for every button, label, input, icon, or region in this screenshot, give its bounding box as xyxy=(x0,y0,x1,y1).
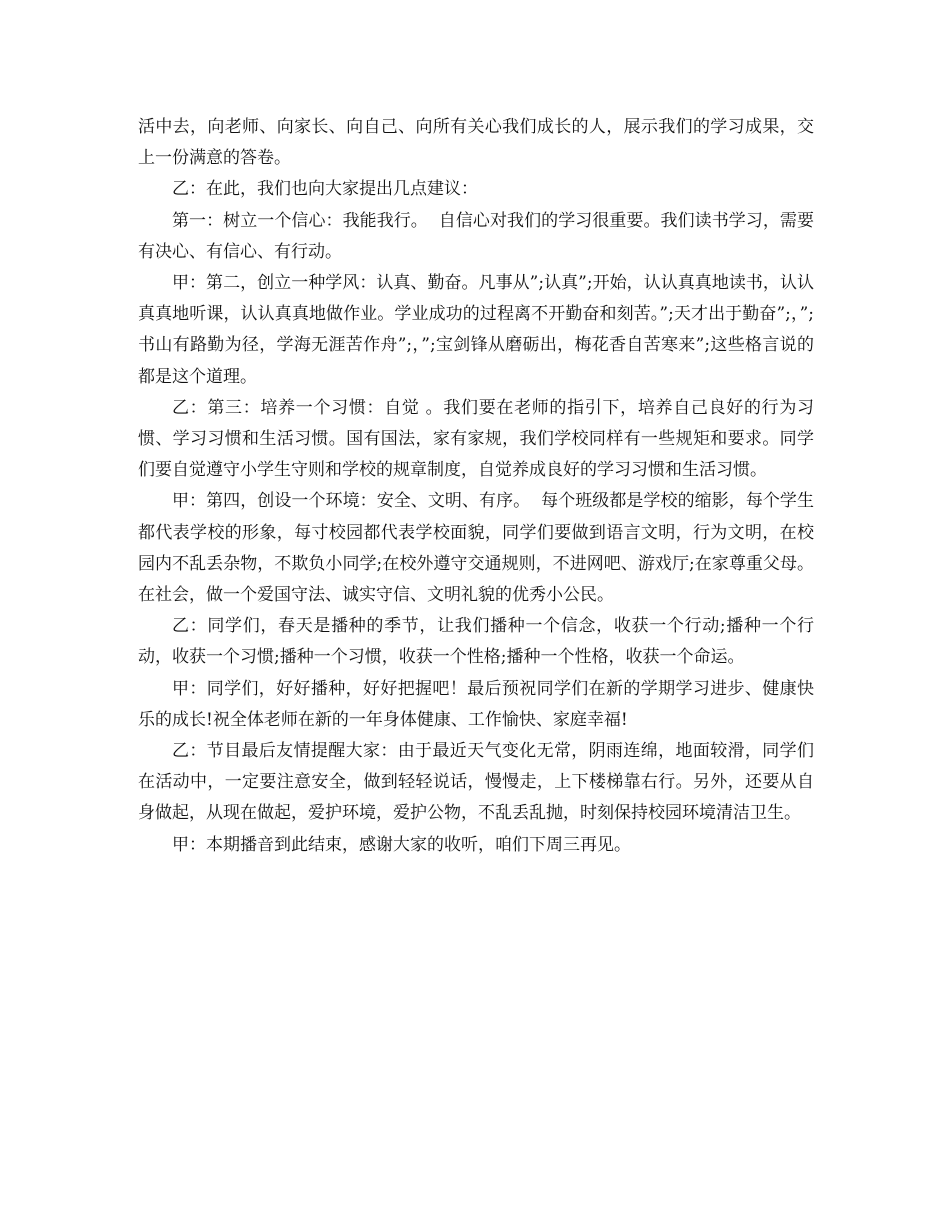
paragraph-8: 甲：同学们，好好播种，好好把握吧！最后预祝同学们在新的学期学习进步、健康快乐的成长!祝全体老师在新的一年身体健康、工作愉快、家庭幸福! xyxy=(138,678,814,730)
paragraph-4: 甲：第二，创立一种学风：认真、勤奋。凡事从”;认真”;开始，认认真真地读书，认认真真地听课，认认真真地做作业。学业成功的过程离不开勤奋和刻苦。”;天才出于勤奋”;，”;书山有路勤为径，学海无涯苦作舟”;，”;宝剑锋从磨砺出，梅花香自苦寒来”;这些格言说的都是这个道理。 xyxy=(138,273,814,387)
paragraph-6: 甲：第四，创设一个环境：安全、文明、有序。 每个班级都是学校的缩影，每个学生都代表学校的形象，每寸校园都代表学校面貌，同学们要做到语言文明，行为文明，在校园内不乱丢杂物，不欺负小同学;在校外遵守交通规则，不进网吧、游戏厅;在家尊重父母。在社会，做一个爱国守法、诚实守信、文明礼貌的优秀小公民。 xyxy=(138,491,814,606)
paragraph-5: 乙：第三：培养一个习惯：自觉 。我们要在老师的指引下，培养自己良好的行为习惯、学习习惯和生活习惯。国有国法，家有家规，我们学校同样有一些规矩和要求。同学们要自觉遵守小学生守则和学校的规章制度，自觉养成良好的学习习惯和生活习惯。 xyxy=(138,397,814,481)
paragraph-10: 甲：本期播音到此结束，感谢大家的收听，咱们下周三再见。 xyxy=(172,834,631,855)
paragraph-3: 第一：树立一个信心：我能我行。 自信心对我们的学习很重要。我们读书学习，需要有决心、有信心、有行动。 xyxy=(138,210,814,262)
paragraph-2: 乙：在此，我们也向大家提出几点建议： xyxy=(172,179,478,200)
document-page xyxy=(138,112,814,861)
paragraph-9: 乙：节目最后友情提醒大家：由于最近天气变化无常，阴雨连绵，地面较滑，同学们在活动中，一定要注意安全，做到轻轻说话，慢慢走，上下楼梯靠右行。另外，还要从自身做起，从现在做起，爱护环境，爱护公物，不乱丢乱抛，时刻保持校园环境清洁卫生。 xyxy=(138,741,814,824)
paragraph-7: 乙：同学们，春天是播种的季节，让我们播种一个信念，收获一个行动;播种一个行动，收获一个习惯;播种一个习惯，收获一个性格;播种一个性格，收获一个命运。 xyxy=(138,616,814,668)
paragraph-1: 活中去，向老师、向家长、向自己、向所有关心我们成长的人，展示我们的学习成果，交上一份满意的答卷。 xyxy=(138,117,814,169)
